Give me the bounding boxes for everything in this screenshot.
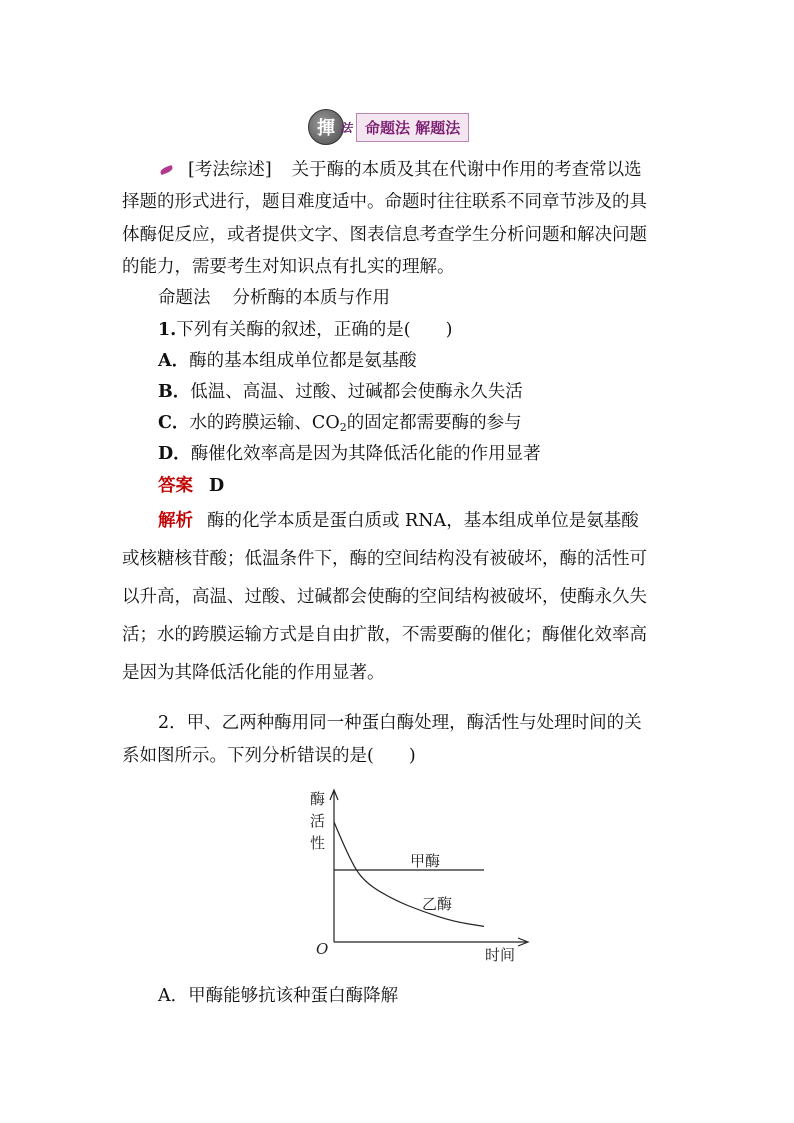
q1-option-a: A．酶的基本组成单位都是氨基酸 — [158, 351, 417, 371]
q2-option-a: A．甲酶能够抗该种蛋白酶降解 — [158, 986, 399, 1006]
seal-suffix: 法 — [340, 120, 353, 135]
enzyme-activity-chart — [298, 784, 534, 974]
analysis-line-1: 解析 酶的化学本质是蛋白质或 RNA，基本组成单位是氨基酸 — [158, 511, 639, 531]
q1-option-b: B．低温、高温、过酸、过碱都会使酶永久失活 — [158, 382, 523, 402]
analysis-line-2: 或核糖核苷酸；低温条件下，酶的空间结构没有被破坏，酶的活性可 — [122, 549, 647, 569]
overview-line-4: 的能力，需要考生对知识点有扎实的理解。 — [122, 257, 455, 277]
overview-line-3: 体酶促反应，或者提供文字、图表信息考查学生分析问题和解决问题 — [122, 225, 647, 245]
q1-stem-text: 下列有关酶的叙述，正确的是( ) — [176, 320, 453, 340]
overview-line-1 — [158, 162, 642, 180]
q1-number: 1. — [158, 320, 177, 340]
series-label-yi: 乙酶 — [422, 895, 453, 913]
series-line-yi — [334, 822, 484, 926]
origin-label: O — [316, 940, 329, 958]
analysis-line-4: 活；水的跨膜运输方式是自由扩散，不需要酶的催化；酶催化效率高 — [122, 625, 647, 645]
overview-tag: [考法综述] — [188, 160, 272, 180]
section-banner — [308, 110, 469, 144]
q1-option-d: D．酶催化效率高是因为其降低活化能的作用显著 — [158, 444, 541, 464]
section-seal-logo: 揮 — [308, 109, 344, 145]
q1-stem — [158, 322, 452, 340]
method-label: 命题法 — [158, 288, 211, 308]
x-axis-label: 时间 — [485, 946, 516, 964]
q1-option-c: C．水的跨膜运输、$CO_2$的固定都需要酶的参与 — [158, 413, 522, 434]
series-label-jia: 甲酶 — [410, 852, 441, 870]
q2-line-1: 2．甲、乙两种酶用同一种蛋白酶处理，酶活性与处理时间的关 — [158, 713, 642, 733]
q2-line-2: 系如图所示。下列分析错误的是( ) — [122, 746, 416, 766]
overview-text-1: 关于酶的本质及其在代谢中作用的考查常以选 — [291, 160, 642, 180]
analysis-label: 解析 — [158, 511, 193, 531]
leaf-icon — [158, 165, 176, 176]
answer-value: D — [209, 476, 225, 496]
overview-line-2: 择题的形式进行，题目难度适中。命题时往往联系不同章节涉及的具 — [122, 192, 647, 212]
analysis-line-3: 以升高，高温、过酸、过碱都会使酶的空间结构被破坏，使酶永久失 — [122, 587, 647, 607]
y-axis-label: 酶活性 — [310, 790, 326, 852]
method-heading — [158, 290, 390, 308]
analysis-line-5: 是因为其降低活化能的作用显著。 — [122, 663, 385, 683]
method-title: 分析酶的本质与作用 — [232, 288, 390, 308]
banner-title: 命题法 解题法 — [356, 113, 469, 142]
answer-label: 答案 — [158, 476, 193, 496]
q1-answer — [158, 478, 224, 496]
